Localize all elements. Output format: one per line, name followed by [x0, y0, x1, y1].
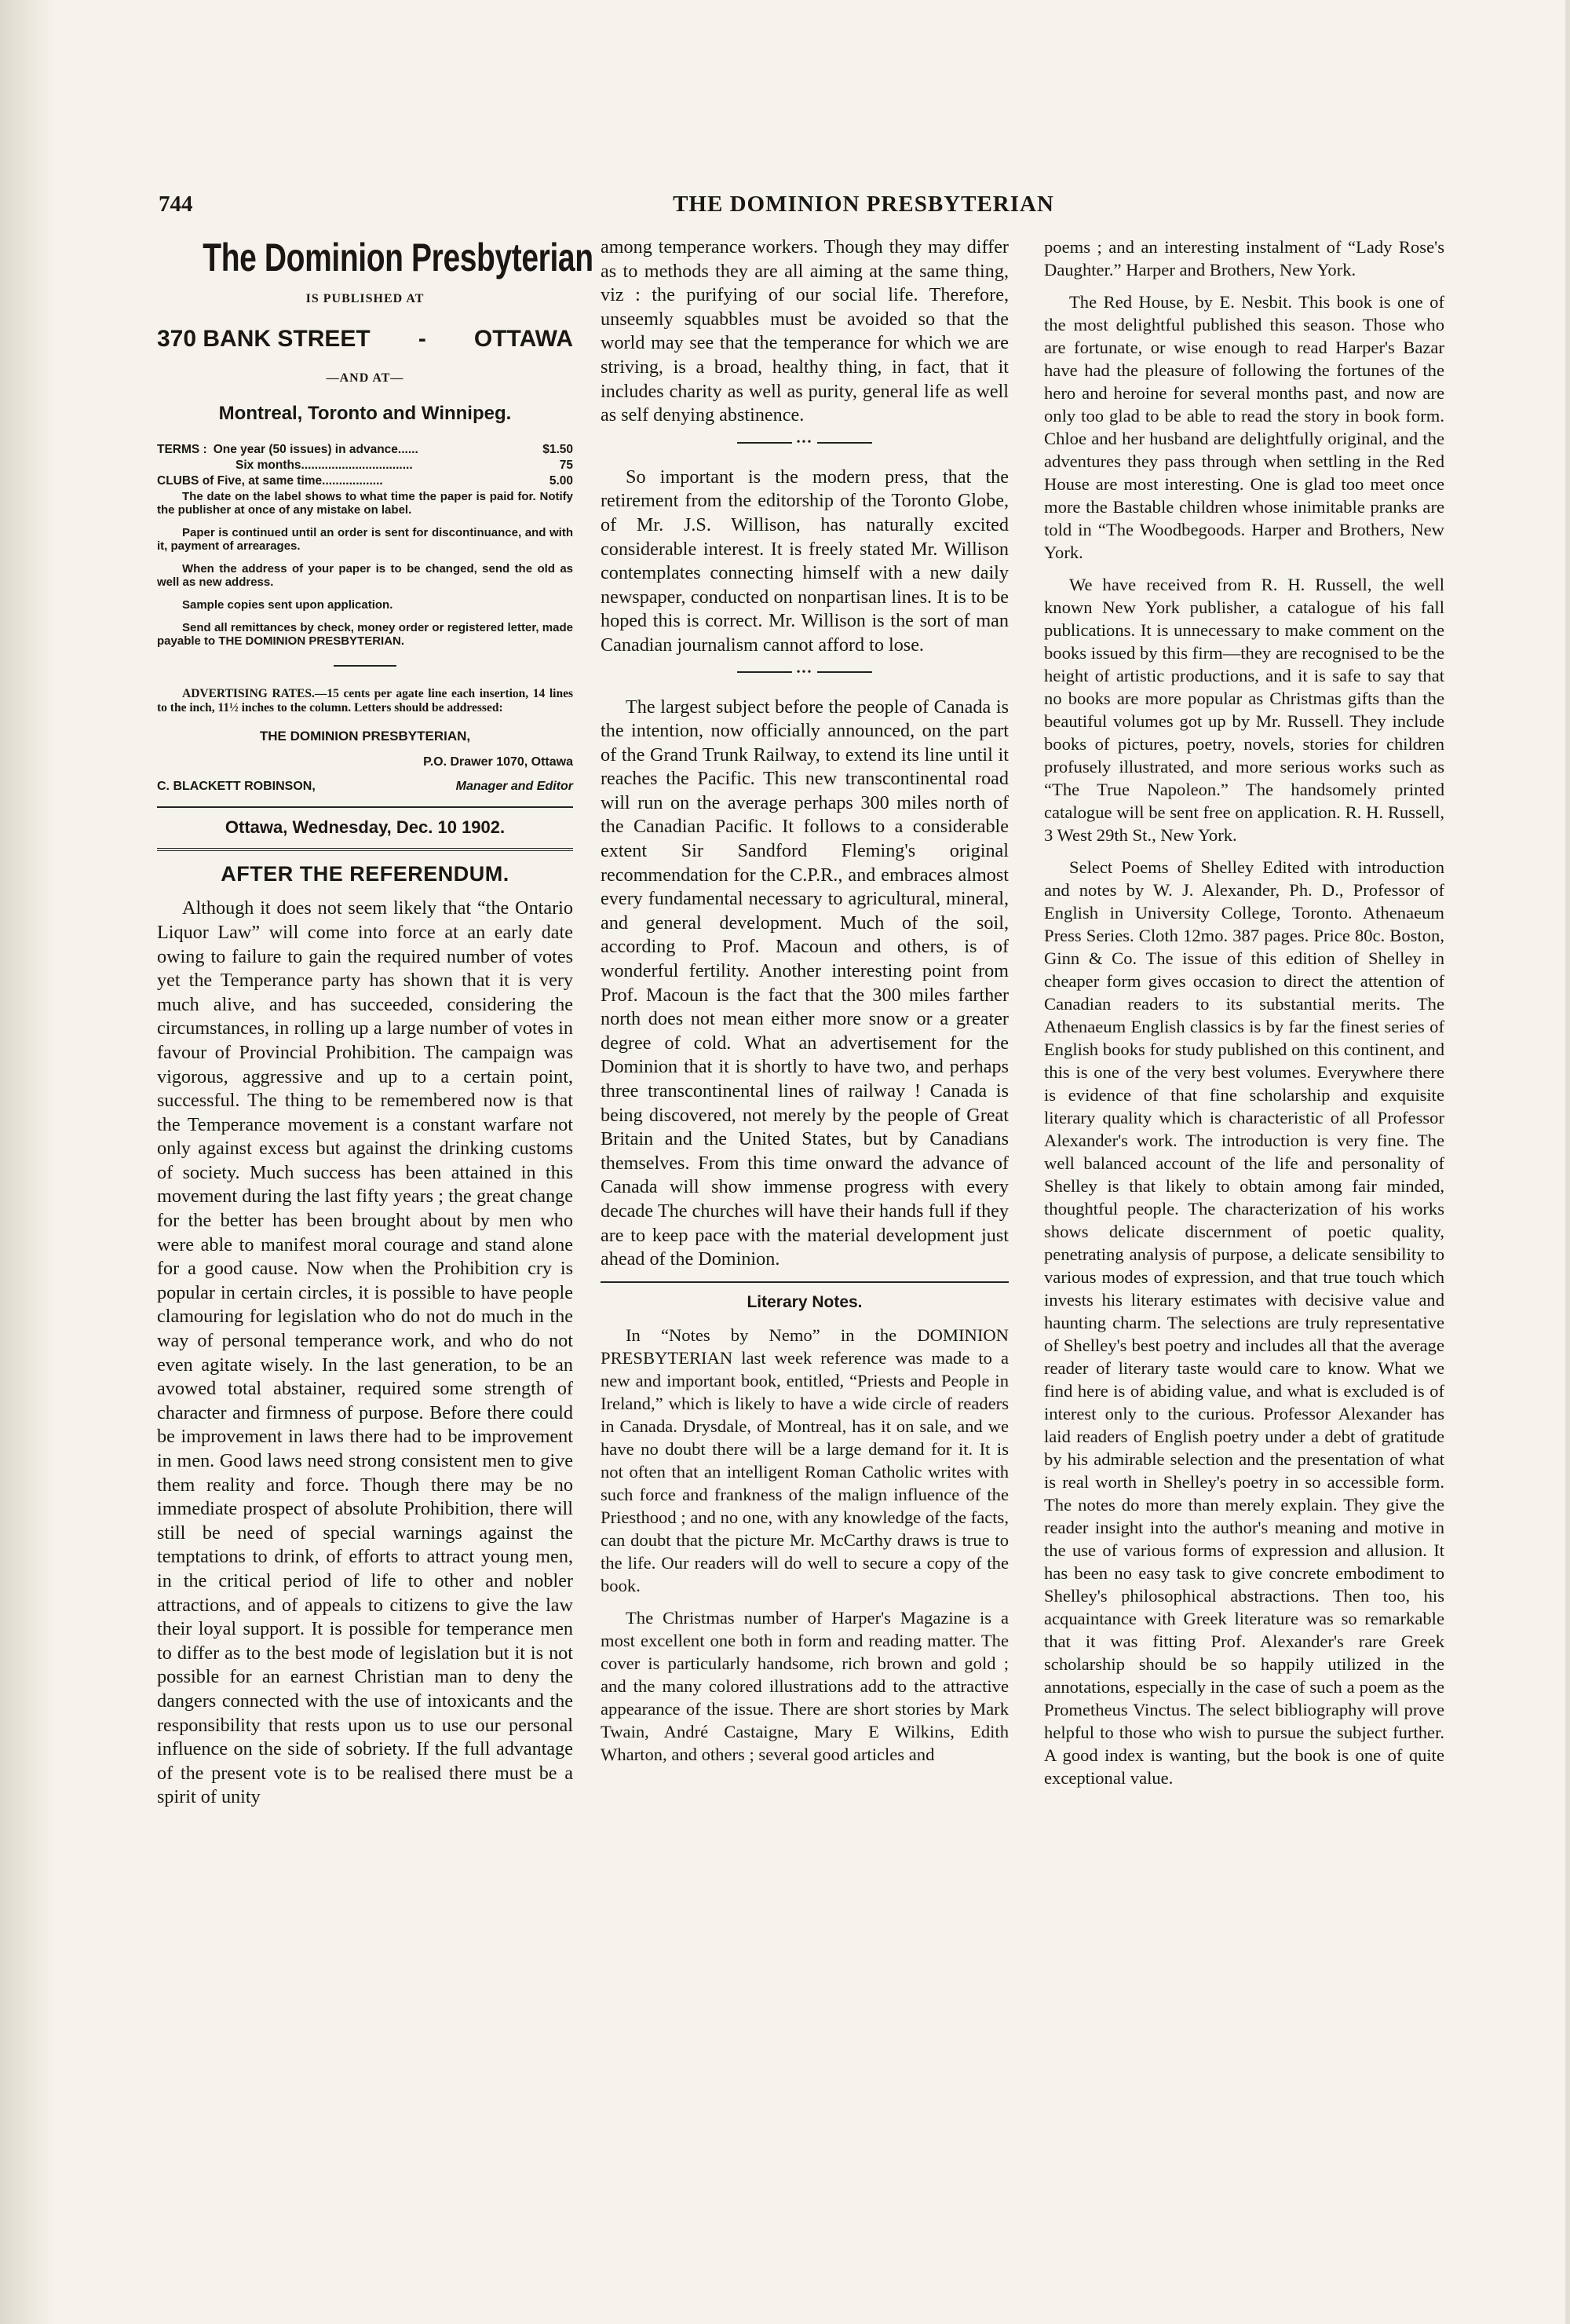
literary-note-priests: In “Notes by Nemo” in the DOMINION PRESBYTERIAN last week reference was made to a new and important book, entitled, “Priests and People in Ireland,” which is likely to have a wide circle of readers in Canada. Drysdale, of Montreal, has it on sale, and we have no doubt there will be a large demand for it. It is not often that an intelligent Roman Catholic writes with such force and frankness of the malign influence of the Priesthood ; and no one, with any knowledge of the facts, can doubt that the picture Mr. McCarthy draws is true to the life. Our readers will do well to secure a copy of the book.	[601, 1325, 1009, 1596]
divider-rule	[334, 665, 396, 667]
masthead-address	[157, 327, 573, 352]
masthead-cities: Montreal, Toronto and Winnipeg.	[218, 402, 512, 424]
article-willison: So important is the modern press, that the retirement from the editorship of the Toronto Globe, of Mr. J.S. Willison, has naturally excited considerable interest. It is freely stated Mr. Willison contemplates connecting himself with a new daily newspaper, conducted on nonpartisan lines. It is to be hoped this is correct. Mr. Willison is the sort of man Canadian journalism cannot afford to lose.	[601, 466, 1009, 656]
terms-note-address-change: When the address of your paper is to be changed, send the old as well as new address.	[157, 562, 573, 590]
address-city: OTTAWA	[473, 325, 573, 352]
terms-note-discontinue: Paper is continued until an order is sent for discontinuance, and with it, payment of arrearages.	[157, 526, 573, 554]
running-head: THE DOMINION PRESBYTERIAN	[673, 192, 1054, 217]
article-headline: AFTER THE REFERENDUM.	[221, 861, 509, 886]
publisher-po-box: P.O. Drawer 1070, Ottawa	[423, 755, 573, 769]
term-clubs-price: 5.00	[549, 474, 573, 488]
masthead-and-at: —AND AT—	[326, 371, 404, 386]
literary-notes-heading: Literary Notes.	[747, 1292, 863, 1311]
literary-note-red-house: The Red House, by E. Nesbit. This book is one of the most delightful published this season. Those who are fortunate, or wise enough to read Harper's Bazar have had the pleasure of following the fortunes of the hero and heroine for several months past, and now are only too glad to be able to read the story in book form. Chloe and her husband are delightfully original, and the adventures they pass through when settling in the Red House are most interesting. One is glad too meet once more the Bastable children whose inimitable pranks are told in “The Woodbegoods. Harper and Brothers, New York.	[1044, 292, 1444, 562]
term-row-clubs	[157, 474, 573, 488]
literary-note-harpers-continued: poems ; and an interesting instalment of “Lady Rose's Daughter.” Harper and Brothers, New York.	[1044, 237, 1444, 280]
terms-note-samples: Sample copies sent upon application.	[182, 598, 393, 612]
term-row-year	[157, 443, 573, 457]
page-number: 744	[159, 192, 193, 217]
masthead-published-at: IS PUBLISHED AT	[305, 292, 425, 305]
dateline: Ottawa, Wednesday, Dec. 10 1902.	[157, 806, 573, 851]
address-separator: -	[418, 325, 426, 352]
term-six-months-label: Six months.................................	[236, 459, 413, 473]
terms-label: TERMS :	[157, 443, 207, 457]
article-railway: The largest subject before the people of Canada is the intention, now officially announced, on the part of the Grand Trunk Railway, to extend its line until it reaches the Pacific. This new transcontinental road will run on the average perhaps 300 miles north of the Canadian Pacific. It follows to a considerable extent Sir Sandford Fleming's original recommendation for the C.P.R., and embraces almost every fundamental necessary to agricultural, mineral, and general development. Much of the soil, according to Prof. Macoun and others, is of wonderful fertility. Another interesting point from Prof. Macoun is the fact that the 300 miles farther north does not mean either more snow or a greater degree of cold. What an advertisement for the Dominion that it is shortly to have two, and perhaps three transcontinental lines of railway ! Canada is being discovered, not merely by the people of Great Britain and the United States, but by Canadians themselves. From this time onward the advance of Canada will show immense progress with every decade The churches will have their hands full if they are to keep pace with the material development just ahead of the Dominion.	[601, 696, 1009, 1270]
literary-note-russell: We have received from R. H. Russell, the well known New York publisher, a catalogue of his fall publications. It is unnecessary to make comment on the books issued by this firm—they are recognised to be the height of artistic productions, and it is safe to say that no books are more popular as Christmas gifts than the beautiful volumes got up by Mr. Russell. They include books of pictures, poetry, novels, stories for children profusely illustrated, and more serious works such as “The True Napoleon.” The handsomely printed catalogue will be sent free on application. R. H. Russell, 3 West 29th St., New York.	[1044, 575, 1444, 845]
literary-note-harpers: The Christmas number of Harper's Magazine is a most excellent one both in form and reading matter. The cover is particularly handsome, rich brown and gold ; and the many colored illustrations add to the attractive appearance of the issue. There are short stories by Mark Twain, André Castaigne, Mary E Wilkins, Edith Wharton, and others ; several good articles and	[601, 1608, 1009, 1765]
editor-row	[157, 775, 573, 799]
term-clubs-label: CLUBS of Five, at same time..................	[157, 474, 383, 488]
term-year-label: One year (50 issues) in advance......	[213, 443, 418, 457]
publisher-name: THE DOMINION PRESBYTERIAN,	[259, 729, 471, 744]
term-row-six-months	[157, 459, 573, 473]
section-ornament: •••	[601, 667, 1009, 678]
subscription-terms	[157, 443, 573, 648]
editor-role: Manager and Editor	[455, 779, 573, 793]
term-six-months-price: 75	[559, 459, 573, 473]
terms-note-label-date: The date on the label shows to what time the paper is paid for. Notify the publisher at once of any mistake on label.	[157, 490, 573, 517]
address-street: 370 BANK STREET	[157, 325, 371, 352]
section-rule	[601, 1281, 1009, 1283]
term-year-price: $1.50	[542, 443, 573, 457]
column-3	[1044, 236, 1444, 1799]
page-edge-shadow	[0, 0, 55, 2324]
advertising-rates: ADVERTISING RATES.—15 cents per agate line each insertion, 14 lines to the inch, 11½ inches to the column. Letters should be addressed:	[157, 687, 573, 715]
article-paragraph-continued: among temperance workers. Though they may differ as to methods they are all aiming at the same thing, viz : the purifying of our social life. Therefore, unseemly squabbles must be avoided so that the world may see that the temperance for which we are striving, is a broad, healthy thing, in fact, that it includes charity as well as purity, general life as well as self denying abstinence.	[601, 236, 1009, 426]
publisher-po-box-row	[157, 751, 573, 775]
article-paragraph: Although it does not seem likely that “the Ontario Liquor Law” will come into force at an early date owing to failure to gain the required number of votes yet the Temperance party has shown that it is very much alive, and has succeeded, considering the circumstances, in rolling up a large number of votes in favour of Provincial Prohibition. The campaign was vigorous, aggressive and up to a certain point, successful. The thing to be remembered now is that the Temperance movement is a constant warfare not only against excess but against the drinking customs of society. Much success has been attained in this movement during the last fifty years ; the great change for the better has been brought about by men who were able to manifest moral courage and stand alone for a good cause. Now when the Prohibition cry is popular in certain circles, it is possible to have people clamouring for legislation who do not do much in the way of personal temperance work, and who do not even agitate wisely. In the last generation, to be an avowed total abstainer, required some strength of character and firmness of purpose. Before there could be improvement in laws there had to be improvement in men. Good laws need strong consistent men to give them reality and force. Though there may be no immediate prospect of absolute Prohibition, there will still be need of special warnings against the temptations to drink, of efforts to attract young men, in the critical period of life to other and nobler attractions, and of appeals to citizens to give the law their loyal support. It is possible for temperance men to differ as to the best mode of legislation but it is not possible for an earnest Christian man to deny the dangers connected with the use of intoxicants and the responsibility that rests upon us to use our personal influence on the side of sobriety. If the full advantage of the present vote is to be realised there must be a spirit of unity	[157, 897, 573, 1808]
masthead-title: The Dominion Presbyterian	[203, 236, 593, 280]
literary-note-shelley: Select Poems of Shelley Edited with introduction and notes by W. J. Alexander, Ph. D., Professor of English in University College, Toronto. Athenaeum Press Series. Cloth 12mo. 387 pages. Price 80c. Boston, Ginn & Co. The issue of this edition of Shelley in cheaper form gives occasion to direct the attention of Canadian readers to its substantial merits. The Athenaeum English classics is by far the finest series of English books for study published on this continent, and this is one of the very best volumes. Everywhere there is evidence of that fine scholarship and exquisite literary quality which is characteristic of all Professor Alexander's work. The introduction is very fine. The well balanced account of the life and personality of Shelley is that likely to obtain among fair minded, thoughtful people. The characterization of his works shows delicate discernment of poetic quality, penetrating analysis of purpose, a delicate sensibility to various modes of expression, and that true touch which invests his literary estimates with decisive value and haunting charm. The selections are truly representative of Shelley's best poetry and includes all that the average reader of literary taste would care to know. What we find here is of abiding value, and what is excluded is of interest only to the curious. Professor Alexander has laid readers of English poetry under a debt of gratitude by his admirable selection and the presentation of what is real worth in Shelley's poetry in so accessible form. The notes do more than merely explain. They give the reader insight into the author's meaning and motive in the use of various forms of expression and allusion. It has been no easy task to give concrete embodiment to Shelley's philosophical abstractions. Then too, his acquaintance with Greek literature was so remarkable that it was fitting Prof. Alexander's rare Greek scholarship should be so happily utilized in the annotations, especially in the case of such a poem as the Prometheus Vinctus. The select bibliography will prove helpful to those who wish to pursue the subject further. A good index is wanting, but the book is one of quite exceptional value.	[1044, 857, 1444, 1788]
editor-name: C. BLACKETT ROBINSON,	[157, 779, 316, 793]
terms-note-remittances: Send all remittances by check, money order or registered letter, made payable to THE DOMINION PRESBYTERIAN.	[157, 621, 573, 649]
column-1	[157, 236, 593, 1819]
section-ornament: •••	[601, 437, 1009, 448]
column-2	[601, 236, 1009, 1775]
